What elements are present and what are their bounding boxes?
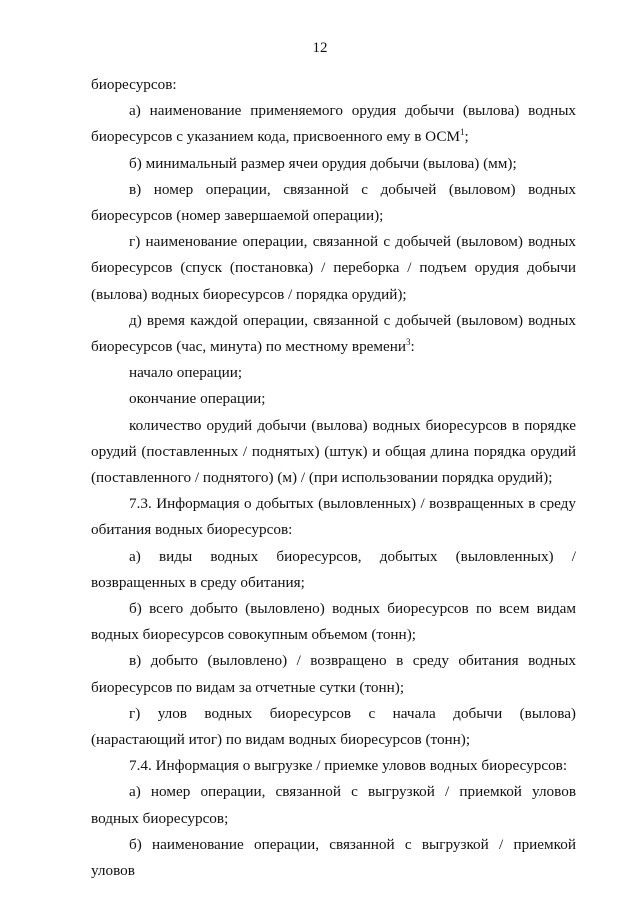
section-7-4-heading: 7.4. Информация о выгрузке / приемке уловов водных биоресурсов: <box>129 757 568 775</box>
paragraph-text: д) время каждой операции, связанной с добычей (выловом) водных биоресурсов (час, минута) по местному времени <box>91 311 576 356</box>
paragraph-item-d-operation-time <box>91 308 576 360</box>
paragraph-gear-count: количество орудий добычи (вылова) водных биоресурсов в порядке орудий (поставленных / поднятых) (штук) и общая длина порядка орудий (поставленного / поднятого) (м) / (при использовании порядка орудий); <box>91 416 576 487</box>
paragraph-item-b-total-catch: б) всего добыто (выловлено) водных биоресурсов по всем видам водных биоресурсов совокупным объемом (тонн); <box>91 600 576 644</box>
footnote-ref: 3 <box>406 337 411 348</box>
paragraph-item-v-operation-number: в) номер операции, связанной с добычей (выловом) водных биоресурсов (номер завершаемой операции); <box>91 180 576 225</box>
paragraph-operation-end: окончание операции; <box>129 390 266 408</box>
paragraph-continuation: биоресурсов: <box>91 76 177 93</box>
footnote-ref: 1 <box>459 127 465 138</box>
page-number: 12 <box>312 40 328 56</box>
section-7-3-heading: 7.3. Информация о добытых (выловленных) / возвращенных в среду обитания водных биоресурсов: <box>91 495 576 539</box>
paragraph-operation-start: начало операции; <box>129 364 243 382</box>
paragraph-item-g-operation-name: г) наименование операции, связанной с добычей (выловом) водных биоресурсов (спуск (постановка) / переборка / подъем орудия добычи (вылова) водных биоресурсов / порядка орудий); <box>91 233 576 303</box>
paragraph-punct: ; <box>464 128 469 146</box>
paragraph-item-a-species: а) виды водных биоресурсов, добытых (выловленных) / возвращенных в среду обитания; <box>91 547 576 591</box>
paragraph-item-v-daily-catch: в) добыто (выловлено) / возвращено в среду обитания водных биоресурсов по видам за отчетные сутки (тонн); <box>91 652 576 696</box>
paragraph-item-a-gear-name <box>91 98 576 150</box>
paragraph-item-g-cumulative-catch: г) улов водных биоресурсов с начала добычи (вылова) (нарастающий итог) по видам водных биоресурсов (тонн); <box>91 704 576 749</box>
paragraph-item-b-mesh-size: б) минимальный размер ячеи орудия добычи (вылова) (мм); <box>129 154 517 172</box>
document-body <box>91 72 576 884</box>
paragraph-text: а) наименование применяемого орудия добычи (вылова) водных биоресурсов с указанием кода, присвоенного ему в ОСМ <box>91 102 576 146</box>
paragraph-item-a-unload-number: а) номер операции, связанной с выгрузкой / приемкой уловов водных биоресурсов; <box>91 783 576 827</box>
paragraph-punct: : <box>410 338 415 356</box>
paragraph-item-b-unload-name: б) наименование операции, связанной с выгрузкой / приемкой уловов <box>91 835 576 880</box>
